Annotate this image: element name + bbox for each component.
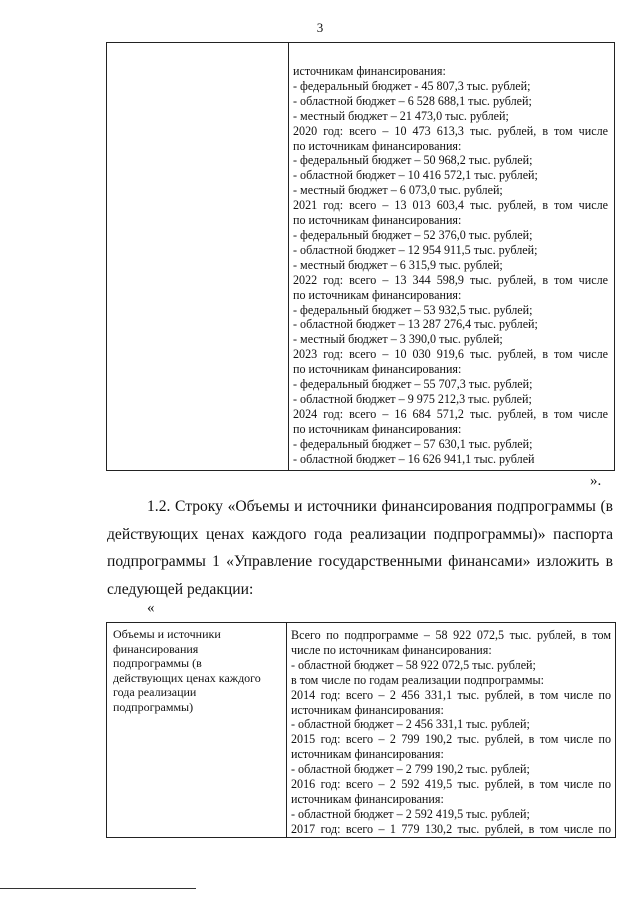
funding-table-continued [106, 42, 615, 471]
text-line: - областной бюджет – 2 799 190,2 тыс. рублей; [291, 762, 530, 777]
text-line: - областной бюджет – 6 528 688,1 тыс. рублей; [293, 93, 532, 108]
text-line: - местный бюджет – 3 390,0 тыс. рублей; [293, 332, 503, 347]
text-line: источникам финансирования: [293, 64, 446, 78]
text-line: 2023 год: всего – 10 030 919,6 тыс. рублей, в том числе [293, 347, 608, 362]
text-line: 2020 год: всего – 10 473 613,3 тыс. рублей, в том числе [293, 123, 608, 138]
text-line: - федеральный бюджет – 57 630,1 тыс. рублей; [293, 436, 533, 451]
text-line: 2016 год: всего – 2 592 419,5 тыс. рублей, в том числе по [291, 777, 611, 792]
text-line: источникам финансирования: [291, 702, 444, 717]
table-cell-funding-details [289, 43, 615, 471]
text-line: 2015 год: всего – 2 799 190,2 тыс. рублей, в том числе по [291, 732, 611, 747]
text-line: - областной бюджет – 12 954 911,5 тыс. рублей; [293, 242, 538, 257]
text-line: - областной бюджет – 2 456 331,1 тыс. рублей; [291, 717, 530, 732]
text-line: Всего по подпрограмме – 58 922 072,5 тыс. рублей, в том [291, 628, 611, 642]
table-cell-row-header [107, 623, 287, 838]
page-number: 3 [316, 20, 324, 35]
text-line: 2021 год: всего – 13 013 603,4 тыс. рублей, в том числе [293, 198, 608, 213]
row-header-text [107, 623, 286, 718]
table-cell-empty [107, 43, 289, 471]
text-line: - федеральный бюджет - 45 807,3 тыс. рублей; [293, 78, 531, 93]
paragraph-line: следующей редакции: [107, 580, 254, 598]
subprogram-funding-table [106, 622, 616, 838]
text-line: финансирования [113, 641, 199, 656]
text-line: по источникам финансирования: [293, 138, 462, 153]
text-line: - местный бюджет – 6 073,0 тыс. рублей; [293, 183, 503, 198]
table-cell-subprogram-funding [287, 623, 616, 838]
text-line: - областной бюджет – 13 287 276,4 тыс. рублей; [293, 317, 538, 332]
text-line: - федеральный бюджет – 55 707,3 тыс. рублей; [293, 377, 533, 392]
text-line: - областной бюджет – 58 922 072,5 тыс. рублей; [291, 657, 536, 672]
text-line: - местный бюджет – 21 473,0 тыс. рублей; [293, 108, 509, 123]
closing-quote: ». [590, 473, 602, 489]
text-line: - областной бюджет – 10 416 572,1 тыс. рублей; [293, 168, 538, 183]
text-line: подпрограммы) [113, 699, 194, 714]
text-line: - федеральный бюджет – 52 376,0 тыс. рублей; [293, 227, 533, 242]
funding-details-text [289, 43, 614, 469]
text-line: источникам финансирования: [291, 747, 444, 762]
paragraph-line: 1.2. Строку «Объемы и источники финансирования подпрограммы (в [147, 498, 613, 515]
text-line: 2014 год: всего – 2 456 331,1 тыс. рублей, в том числе по [291, 687, 611, 702]
text-line: - областной бюджет – 16 626 941,1 тыс. рублей [293, 451, 535, 466]
text-line: по источникам финансирования: [293, 287, 462, 302]
paragraph-line: подпрограммы 1 «Управление государственными финансами» изложить в [107, 553, 613, 570]
text-line: подпрограммы (в [113, 656, 202, 670]
text-line: действующих ценах каждого [113, 670, 261, 685]
text-line: - федеральный бюджет – 53 932,5 тыс. рублей; [293, 302, 533, 317]
text-line: по источникам финансирования: [293, 362, 462, 377]
amendment-paragraph [107, 493, 613, 603]
opening-quote: « [147, 600, 155, 616]
text-line: по источникам финансирования: [293, 213, 462, 228]
paragraph-line: действующих ценах каждого года реализации подпрограммы)» паспорта [107, 525, 613, 543]
text-line: 2024 год: всего – 16 684 571,2 тыс. рублей, в том числе [293, 406, 608, 421]
text-line: 2022 год: всего – 13 344 598,9 тыс. рублей, в том числе [293, 272, 608, 287]
text-line: источникам финансирования: [291, 791, 444, 806]
text-line: Объемы и источники [113, 627, 221, 641]
text-line: - областной бюджет – 2 592 419,5 тыс. рублей; [291, 806, 530, 821]
text-line: по источникам финансирования: [293, 421, 462, 436]
text-line: - федеральный бюджет – 50 968,2 тыс. рублей; [293, 153, 533, 168]
text-line: - областной бюджет – 9 975 212,3 тыс. рублей; [293, 391, 532, 406]
text-line: числе по источникам финансирования: [291, 642, 492, 657]
text-line: года реализации [113, 685, 197, 699]
text-line: - местный бюджет – 6 315,9 тыс. рублей; [293, 257, 503, 272]
text-line: 2017 год: всего – 1 779 130,2 тыс. рублей, в том числе по [291, 821, 611, 836]
text-line: в том числе по годам реализации подпрограммы: [291, 672, 544, 687]
subprogram-funding-text [287, 623, 615, 837]
footer-rule [0, 888, 196, 889]
